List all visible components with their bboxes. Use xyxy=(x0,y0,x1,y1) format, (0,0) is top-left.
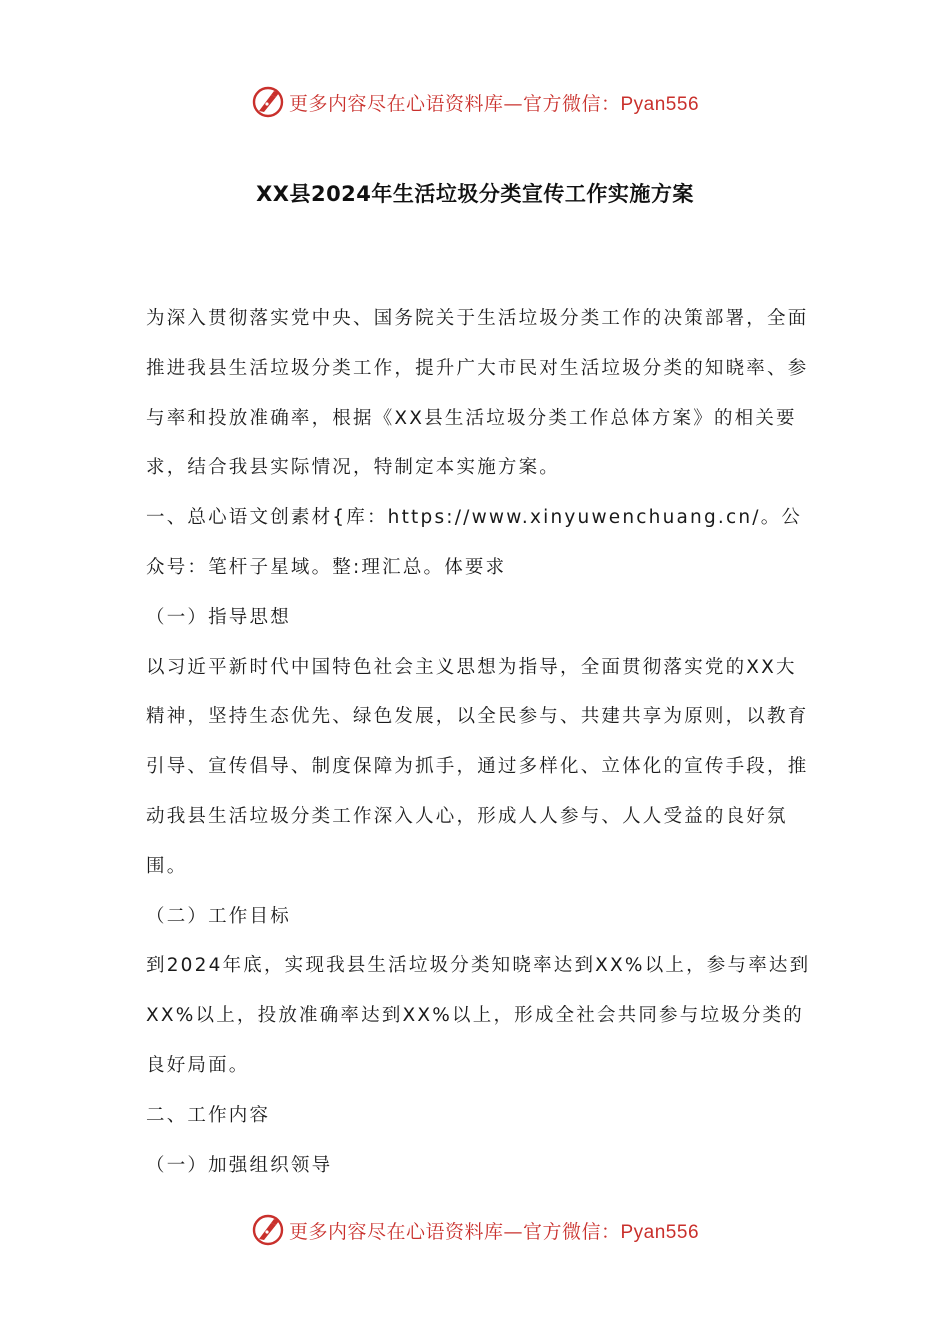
pen-nib-logo-icon xyxy=(251,85,285,119)
work-goals-paragraph: 到2024年底，实现我县生活垃圾分类知晓率达到XX%以上，参与率达到XX%以上，投放准确率达到XX%以上，形成全社会共同参与垃圾分类的良好局面。 xyxy=(146,955,811,1076)
pen-nib-logo-icon xyxy=(251,1213,285,1247)
watermark-slogan: 更多内容尽在心语资料库—官方微信： xyxy=(288,92,621,115)
watermark-wechat-id: Pyan556 xyxy=(620,1221,700,1243)
watermark-text xyxy=(289,1217,699,1244)
watermark-slogan: 更多内容尽在心语资料库—官方微信： xyxy=(288,1220,621,1243)
section-heading-work-content: 二、工作内容 xyxy=(146,1104,271,1126)
document-body xyxy=(146,294,816,1190)
section-heading-overall-requirements: 一、总心语文创素材{库：https://www.xinyuwenchuang.cn/。公众号：笔杆子星域。整:理汇总。体要求 xyxy=(146,507,803,578)
intro-paragraph: 为深入贯彻落实党中央、国务院关于生活垃圾分类工作的决策部署，全面推进我县生活垃圾分类工作，提升广大市民对生活垃圾分类的知晓率、参与率和投放准确率，根据《XX县生活垃圾分类工作总体方案》的相关要求，结合我县实际情况，特制定本实施方案。 xyxy=(146,308,809,479)
subheading-organization-leadership: （一）加强组织领导 xyxy=(146,1154,333,1176)
guiding-ideology-paragraph: 以习近平新时代中国特色社会主义思想为指导，全面贯彻落实党的XX大精神，坚持生态优先、绿色发展，以全民参与、共建共享为原则，以教育引导、宣传倡导、制度保障为抓手，通过多样化、立体化的宣传手段，推动我县生活垃圾分类工作深入人心，形成人人参与、人人受益的良好氛围。 xyxy=(146,656,809,877)
subheading-guiding-ideology: （一）指导思想 xyxy=(146,606,291,628)
footer-watermark-banner xyxy=(0,1210,950,1250)
document-title: XX县2024年生活垃圾分类宣传工作实施方案 xyxy=(256,182,694,206)
watermark-wechat-id: Pyan556 xyxy=(620,93,700,115)
header-watermark-banner xyxy=(0,82,950,122)
watermark-text xyxy=(289,89,699,116)
subheading-work-goals: （二）工作目标 xyxy=(146,905,291,927)
